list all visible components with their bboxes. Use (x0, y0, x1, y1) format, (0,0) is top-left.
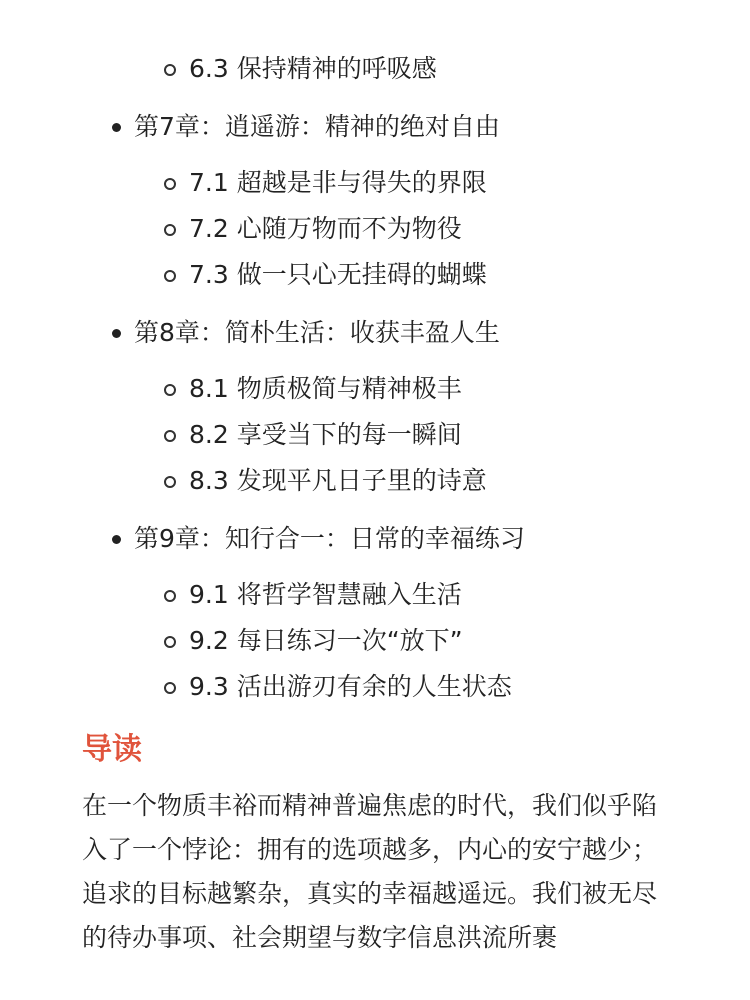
intro-paragraph: 在一个物质丰裕而精神普遍焦虑的时代，我们似乎陷入了一个悖论：拥有的选项越多，内心的安宁越少；追求的目标越繁杂，真实的幸福越遥远。我们被无尽的待办事项、社会期望与数字信息洪流所裹 (82, 791, 658, 952)
toc-subitem-label: 9.2 每日练习一次“放下” (189, 626, 463, 655)
toc-subitem (0, 160, 750, 206)
circle-bullet-icon (164, 476, 176, 488)
toc-chapter-title: 第8章：简朴生活：收获丰盈人生 (134, 318, 500, 347)
table-of-contents (0, 46, 750, 710)
intro-heading: 导读 (82, 732, 142, 767)
toc-subitem-label: 8.2 享受当下的每一瞬间 (189, 420, 462, 449)
circle-bullet-icon (164, 430, 176, 442)
toc-subitem-label: 8.1 物质极简与精神极丰 (189, 374, 462, 403)
circle-bullet-icon (164, 682, 176, 694)
toc-subitem-label: 9.1 将哲学智慧融入生活 (189, 580, 462, 609)
toc-subitem (0, 366, 750, 412)
toc-subitem (0, 206, 750, 252)
circle-bullet-icon (164, 384, 176, 396)
toc-subitem-label: 7.3 做一只心无挂碍的蝴蝶 (189, 260, 487, 289)
circle-bullet-icon (164, 178, 176, 190)
circle-bullet-icon (164, 636, 176, 648)
toc-subitem (0, 572, 750, 618)
circle-bullet-icon (164, 590, 176, 602)
circle-bullet-icon (164, 224, 176, 236)
toc-chapter-title: 第7章：逍遥游：精神的绝对自由 (134, 112, 500, 141)
disc-bullet-icon (112, 123, 121, 132)
toc-chapter (0, 104, 750, 150)
toc-subitem (0, 252, 750, 298)
circle-bullet-icon (164, 270, 176, 282)
toc-chapter (0, 516, 750, 562)
disc-bullet-icon (112, 535, 121, 544)
toc-subitem-label: 9.3 活出游刃有余的人生状态 (189, 672, 512, 701)
toc-subitem (0, 458, 750, 504)
circle-bullet-icon (164, 64, 176, 76)
toc-subitem (0, 618, 750, 664)
toc-subitem-label: 8.3 发现平凡日子里的诗意 (189, 466, 487, 495)
toc-subitem (0, 412, 750, 458)
toc-subitem-label: 6.3 保持精神的呼吸感 (189, 54, 437, 83)
toc-chapter (0, 310, 750, 356)
disc-bullet-icon (112, 329, 121, 338)
toc-subitem-label: 7.1 超越是非与得失的界限 (189, 168, 487, 197)
toc-subitem-label: 7.2 心随万物而不为物役 (189, 214, 462, 243)
toc-subitem (0, 664, 750, 710)
toc-subitem (0, 46, 750, 92)
toc-chapter-title: 第9章：知行合一：日常的幸福练习 (134, 524, 525, 553)
